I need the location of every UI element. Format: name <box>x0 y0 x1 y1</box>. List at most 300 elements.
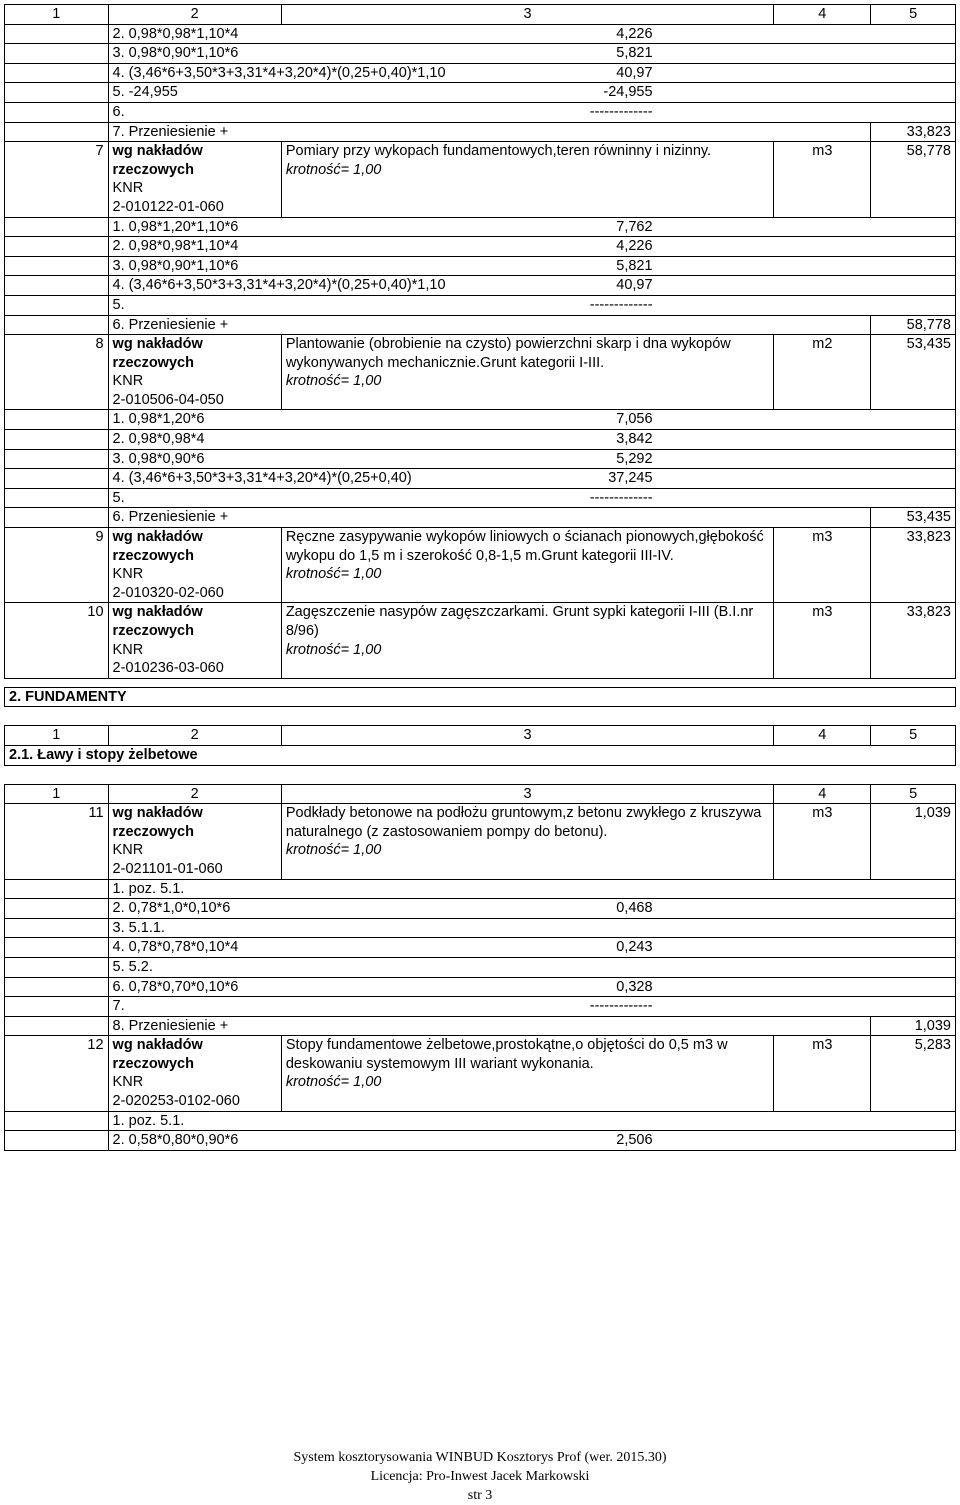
measurement-row <box>5 1131 956 1151</box>
measurement-expression: 0,78*1,0*0,10*6 <box>128 900 231 917</box>
position-description: Plantowanie (obrobienie na czysto) powierzchni skarp i dna wykopów wykonywanych mechanicznie.Grunt kategorii I-III. <box>285 336 731 371</box>
measurement-row <box>5 977 956 997</box>
measurement-expression: 0,98*0,98*4 <box>128 431 205 448</box>
measurement-expression: 5.2. <box>128 958 153 975</box>
measurement-value: 40,97 <box>616 64 653 81</box>
measurement-spacer <box>5 1131 109 1151</box>
footer-page-number: str 3 <box>467 1488 493 1503</box>
measurement-cell <box>108 63 955 83</box>
measurement-cell <box>108 899 955 919</box>
measurement-index: 8. <box>112 1017 125 1034</box>
basis-line: rzeczowych <box>112 354 194 371</box>
estimate-table-2 <box>4 784 956 1151</box>
measurement-value: 0,328 <box>616 978 653 995</box>
measurement-expression: 0,78*0,70*0,10*6 <box>128 978 239 995</box>
position-description-cell <box>281 1036 773 1111</box>
measurement-index: 5. <box>112 958 125 975</box>
measurement-row <box>5 430 956 450</box>
measurement-expression: poz. 5.1. <box>128 880 185 897</box>
measurement-spacer <box>5 938 109 958</box>
measurement-index: 3. <box>112 257 125 274</box>
position-row <box>5 804 956 879</box>
measurement-value: ------------- <box>589 296 653 313</box>
measurement-formula <box>113 469 523 488</box>
col-header-2: 2 <box>108 5 281 25</box>
measurement-value: 0,243 <box>616 939 653 956</box>
measurement-row <box>5 44 956 64</box>
col-header-5: 5 <box>871 726 956 746</box>
measurement-formula <box>113 103 523 122</box>
carry-over-row <box>5 122 956 142</box>
position-multiplier: krotność= 1,00 <box>285 373 382 390</box>
measurement-formula <box>113 978 523 997</box>
measurement-expression: 0,58*0,80*0,90*6 <box>128 1132 239 1149</box>
measurement-spacer <box>5 488 109 508</box>
measurement-line <box>113 489 653 508</box>
basis-line: rzeczowych <box>112 547 194 564</box>
col-header-4: 4 <box>774 784 871 804</box>
measurement-cell <box>108 217 955 237</box>
measurement-cell <box>108 879 955 899</box>
measurement-formula <box>113 218 523 237</box>
measurement-index: 2. <box>112 431 125 448</box>
measurement-row <box>5 879 956 899</box>
measurement-spacer <box>5 217 109 237</box>
measurement-line <box>113 978 653 997</box>
col-header-3: 3 <box>281 784 773 804</box>
estimate-body-2 <box>5 804 956 1151</box>
measurement-line <box>113 450 653 469</box>
column-header-row <box>5 784 956 804</box>
carry-over-label: Przeniesienie + <box>128 509 229 526</box>
position-unit: m3 <box>774 142 871 217</box>
measurement-line <box>113 276 653 295</box>
measurement-line <box>113 83 653 102</box>
measurement-index: 1. <box>112 1112 125 1129</box>
measurement-formula <box>113 430 523 449</box>
measurement-index: 1. <box>112 218 125 235</box>
measurement-row <box>5 449 956 469</box>
measurement-spacer <box>5 24 109 44</box>
measurement-spacer <box>5 44 109 64</box>
measurement-line <box>113 1131 653 1150</box>
basis-line: rzeczowych <box>112 1055 194 1072</box>
position-basis <box>108 528 281 603</box>
position-multiplier: krotność= 1,00 <box>285 161 382 178</box>
footer-software: System kosztorysowania WINBUD Kosztorys Prof (wer. 2015.30) <box>293 1450 667 1465</box>
col-header-2: 2 <box>108 784 281 804</box>
measurement-value: 4,226 <box>616 238 653 255</box>
carry-over-label: Przeniesienie + <box>128 123 229 140</box>
measurement-cell <box>108 469 955 489</box>
col-header-5: 5 <box>871 5 956 25</box>
measurement-cell <box>108 410 955 430</box>
measurement-index: 5. <box>112 84 125 101</box>
measurement-value: 0,468 <box>616 900 653 917</box>
measurement-index: 2. <box>112 900 125 917</box>
measurement-spacer <box>5 276 109 296</box>
measurement-formula <box>113 880 523 899</box>
position-quantity: 33,823 <box>871 528 956 603</box>
position-basis <box>108 1036 281 1111</box>
basis-line: wg nakładów <box>112 336 203 353</box>
col-header-1: 1 <box>5 5 109 25</box>
measurement-expression: 0,98*1,20*1,10*6 <box>128 218 239 235</box>
position-unit: m3 <box>774 1036 871 1111</box>
measurement-line <box>113 296 653 315</box>
measurement-value: 7,762 <box>616 218 653 235</box>
measurement-cell <box>108 295 955 315</box>
measurement-cell <box>108 1131 955 1151</box>
measurement-expression: (3,46*6+3,50*3+3,31*4+3,20*4)*(0,25+0,40)*1,10 <box>128 64 446 81</box>
measurement-cell <box>108 430 955 450</box>
measurement-index: 2. <box>112 25 125 42</box>
position-basis <box>108 603 281 678</box>
measurement-row <box>5 63 956 83</box>
measurement-value: 5,821 <box>616 45 653 62</box>
measurement-index: 6. <box>112 316 125 333</box>
measurement-line <box>113 997 653 1016</box>
position-row <box>5 1036 956 1111</box>
measurement-row <box>5 957 956 977</box>
measurement-value: ------------- <box>589 103 653 120</box>
measurement-formula <box>113 64 523 83</box>
measurement-index: 3. <box>112 450 125 467</box>
carry-over-total: 1,039 <box>871 1016 956 1036</box>
basis-line: 2-010122-01-060 <box>112 198 224 215</box>
section-fundamenty <box>4 687 956 708</box>
position-description: Podkłady betonowe na podłożu gruntowym,z betonu zwykłego z kruszywa naturalnego (z zastosowaniem pompy do betonu). <box>285 805 762 840</box>
basis-line: wg nakładów <box>112 529 203 546</box>
basis-line: 2-020253-0102-060 <box>112 1093 240 1110</box>
measurement-expression: 0,98*0,98*1,10*4 <box>128 238 239 255</box>
measurement-index: 5. <box>112 296 125 313</box>
col-header-3: 3 <box>281 5 773 25</box>
col-header-1: 1 <box>5 784 109 804</box>
position-number: 11 <box>5 804 109 879</box>
carry-over-label-cell <box>108 1016 871 1036</box>
measurement-expression: -24,955 <box>128 84 178 101</box>
measurement-formula <box>113 919 523 938</box>
measurement-formula <box>113 257 523 276</box>
measurement-row <box>5 899 956 919</box>
measurement-line <box>113 237 653 256</box>
carry-over-total: 33,823 <box>871 122 956 142</box>
measurement-row <box>5 256 956 276</box>
measurement-index: 7. <box>112 998 125 1015</box>
measurement-cell <box>108 237 955 257</box>
measurement-formula <box>113 410 523 429</box>
measurement-value: 40,97 <box>616 277 653 294</box>
position-unit: m3 <box>774 528 871 603</box>
measurement-cell <box>108 997 955 1017</box>
measurement-index: 3. <box>112 919 125 936</box>
basis-line: KNR <box>112 641 144 658</box>
measurement-cell <box>108 102 955 122</box>
position-unit: m3 <box>774 804 871 879</box>
measurement-formula <box>113 276 523 295</box>
measurement-value: 4,226 <box>616 25 653 42</box>
position-description-cell <box>281 528 773 603</box>
position-description: Pomiary przy wykopach fundamentowych,teren równinny i nizinny. <box>285 143 712 160</box>
position-multiplier: krotność= 1,00 <box>285 842 382 859</box>
position-description: Ręczne zasypywanie wykopów liniowych o ścianach pionowych,głębokość wykopu do 1,5 m i szerokość 0,8-1,5 m.Grunt kategorii III-IV. <box>285 529 764 564</box>
position-number: 12 <box>5 1036 109 1111</box>
basis-line: 2-010320-02-060 <box>112 584 224 601</box>
position-description: Stopy fundamentowe żelbetowe,prostokątne,o objętości do 0,5 m3 w deskowaniu systemowym III wariant wykonania. <box>285 1037 728 1072</box>
measurement-value: -24,955 <box>603 84 653 101</box>
measurement-spacer <box>5 469 109 489</box>
measurement-index: 5. <box>112 489 125 506</box>
measurement-line <box>113 218 653 237</box>
position-unit: m3 <box>774 603 871 678</box>
measurement-row <box>5 295 956 315</box>
measurement-line <box>113 938 653 957</box>
position-basis <box>108 804 281 879</box>
measurement-row <box>5 938 956 958</box>
measurement-spacer <box>5 63 109 83</box>
measurement-line <box>113 25 653 44</box>
carry-over-label: Przeniesienie + <box>128 316 229 333</box>
measurement-cell <box>108 977 955 997</box>
measurement-cell <box>108 276 955 296</box>
footer-license: Licencja: Pro-Inwest Jacek Markowski <box>370 1469 590 1484</box>
measurement-spacer <box>5 410 109 430</box>
measurement-cell <box>108 957 955 977</box>
measurement-formula <box>113 44 523 63</box>
measurement-line <box>113 44 653 63</box>
measurement-value: 7,056 <box>616 411 653 428</box>
measurement-expression: (3,46*6+3,50*3+3,31*4+3,20*4)*(0,25+0,40)*1,10 <box>128 277 446 294</box>
measurement-spacer <box>5 430 109 450</box>
carry-over-row <box>5 315 956 335</box>
col-header-4: 4 <box>774 726 871 746</box>
cost-estimate-sheet <box>4 4 956 1151</box>
measurement-spacer <box>5 315 109 335</box>
measurement-value: 37,245 <box>608 470 653 487</box>
measurement-index: 1. <box>112 880 125 897</box>
measurement-line <box>113 469 653 488</box>
position-description-cell <box>281 603 773 678</box>
position-number: 8 <box>5 335 109 410</box>
measurement-index: 1. <box>112 411 125 428</box>
col-header-2: 2 <box>108 726 281 746</box>
measurement-row <box>5 469 956 489</box>
basis-line: rzeczowych <box>112 623 194 639</box>
measurement-index: 4. <box>112 277 125 294</box>
measurement-line <box>113 410 653 429</box>
measurement-expression: 0,98*0,98*1,10*4 <box>128 25 239 42</box>
measurement-formula <box>113 938 523 957</box>
measurement-cell <box>108 44 955 64</box>
col-header-4: 4 <box>774 5 871 25</box>
measurement-formula <box>113 997 523 1016</box>
position-quantity: 53,435 <box>871 335 956 410</box>
measurement-cell <box>108 938 955 958</box>
estimate-table-1 <box>4 4 956 679</box>
measurement-cell <box>108 488 955 508</box>
measurement-spacer <box>5 997 109 1017</box>
measurement-spacer <box>5 256 109 276</box>
measurement-line <box>113 880 653 899</box>
col-header-1: 1 <box>5 726 109 746</box>
basis-line: KNR <box>112 1074 144 1091</box>
measurement-expression: 0,98*0,90*6 <box>128 450 205 467</box>
measurement-row <box>5 276 956 296</box>
measurement-value: ------------- <box>589 489 653 506</box>
measurement-spacer <box>5 977 109 997</box>
measurement-spacer <box>5 879 109 899</box>
measurement-index: 4. <box>112 470 125 487</box>
measurement-cell <box>108 256 955 276</box>
measurement-expression: 0,98*1,20*6 <box>128 411 205 428</box>
basis-line: 2-021101-01-060 <box>112 860 223 877</box>
measurement-index: 4. <box>112 64 125 81</box>
measurement-expression: poz. 5.1. <box>128 1112 185 1129</box>
position-description-cell <box>281 335 773 410</box>
measurement-spacer <box>5 1111 109 1131</box>
measurement-row <box>5 1111 956 1131</box>
measurement-spacer <box>5 899 109 919</box>
position-number: 9 <box>5 528 109 603</box>
basis-line: 2-010236-03-060 <box>112 660 224 677</box>
basis-line: wg nakładów <box>112 805 203 822</box>
measurement-line <box>113 103 653 122</box>
measurement-row <box>5 410 956 430</box>
carry-over-total: 58,778 <box>871 315 956 335</box>
measurement-line <box>113 958 653 977</box>
measurement-spacer <box>5 918 109 938</box>
measurement-spacer <box>5 508 109 528</box>
measurement-value <box>523 919 653 938</box>
carry-over-label-cell <box>108 315 871 335</box>
measurement-spacer <box>5 449 109 469</box>
position-row <box>5 142 956 217</box>
header-table-2 <box>4 725 956 765</box>
measurement-line <box>113 1112 653 1131</box>
position-basis <box>108 142 281 217</box>
position-multiplier: krotność= 1,00 <box>285 1074 382 1091</box>
measurement-formula <box>113 958 523 977</box>
measurement-spacer <box>5 102 109 122</box>
measurement-cell <box>108 83 955 103</box>
measurement-spacer <box>5 122 109 142</box>
basis-line: KNR <box>112 373 144 390</box>
measurement-formula <box>113 296 523 315</box>
position-description-cell <box>281 804 773 879</box>
carry-over-row <box>5 1016 956 1036</box>
measurement-formula <box>113 1131 523 1150</box>
measurement-spacer <box>5 1016 109 1036</box>
basis-line: rzeczowych <box>112 161 194 178</box>
position-row <box>5 335 956 410</box>
position-description-cell <box>281 142 773 217</box>
measurement-index: 6. <box>112 509 125 526</box>
measurement-spacer <box>5 83 109 103</box>
basis-line: KNR <box>112 566 144 583</box>
carry-over-label-cell <box>108 122 871 142</box>
measurement-value: ------------- <box>589 998 653 1015</box>
measurement-formula <box>113 450 523 469</box>
col-header-5: 5 <box>871 784 956 804</box>
measurement-row <box>5 24 956 44</box>
col-header-3: 3 <box>281 726 773 746</box>
section-title: 2. FUNDAMENTY <box>5 687 956 707</box>
measurement-row <box>5 102 956 122</box>
measurement-formula <box>113 489 523 508</box>
measurement-spacer <box>5 957 109 977</box>
measurement-formula <box>113 1112 523 1131</box>
measurement-index: 4. <box>112 939 125 956</box>
position-description: Zagęszczenie nasypów zagęszczarkami. Grunt sypki kategorii I-III (B.I.nr 8/96) <box>285 604 754 639</box>
measurement-expression: 0,78*0,78*0,10*4 <box>128 939 239 956</box>
basis-line: wg nakładów <box>112 143 203 160</box>
measurement-row <box>5 918 956 938</box>
basis-line: rzeczowych <box>112 823 194 840</box>
basis-line: 2-010506-04-050 <box>112 391 224 408</box>
measurement-cell <box>108 24 955 44</box>
measurement-index: 3. <box>112 45 125 62</box>
measurement-row <box>5 488 956 508</box>
measurement-index: 7. <box>112 123 125 140</box>
measurement-value: 3,842 <box>616 431 653 448</box>
position-quantity: 58,778 <box>871 142 956 217</box>
measurement-spacer <box>5 295 109 315</box>
position-unit: m2 <box>774 335 871 410</box>
measurement-line <box>113 919 653 938</box>
measurement-value: 2,506 <box>616 1132 653 1149</box>
position-multiplier: krotność= 1,00 <box>285 641 382 658</box>
position-row <box>5 603 956 678</box>
section-heading-row <box>5 687 956 707</box>
measurement-row <box>5 237 956 257</box>
basis-line: KNR <box>112 842 144 859</box>
carry-over-label: Przeniesienie + <box>128 1017 229 1034</box>
measurement-index: 6. <box>112 978 125 995</box>
position-number: 10 <box>5 603 109 678</box>
measurement-spacer <box>5 237 109 257</box>
estimate-body-1 <box>5 24 956 678</box>
measurement-cell <box>108 918 955 938</box>
basis-line: wg nakładów <box>112 1037 203 1054</box>
measurement-index: 6. <box>112 103 125 120</box>
position-multiplier: krotność= 1,00 <box>285 566 382 583</box>
measurement-index: 2. <box>112 238 125 255</box>
measurement-line <box>113 64 653 83</box>
carry-over-total: 53,435 <box>871 508 956 528</box>
measurement-expression: (3,46*6+3,50*3+3,31*4+3,20*4)*(0,25+0,40) <box>128 470 412 487</box>
carry-over-row <box>5 508 956 528</box>
basis-line: wg nakładów <box>112 604 203 621</box>
subsection-title: 2.1. Ławy i stopy żelbetowe <box>5 745 956 765</box>
position-row <box>5 528 956 603</box>
column-header-row <box>5 5 956 25</box>
measurement-index: 2. <box>112 1132 125 1149</box>
measurement-row <box>5 997 956 1017</box>
measurement-value: 5,292 <box>616 450 653 467</box>
measurement-row <box>5 83 956 103</box>
measurement-value: 5,821 <box>616 257 653 274</box>
measurement-line <box>113 257 653 276</box>
measurement-formula <box>113 25 523 44</box>
position-quantity: 33,823 <box>871 603 956 678</box>
measurement-formula <box>113 237 523 256</box>
column-header-row <box>5 726 956 746</box>
position-number: 7 <box>5 142 109 217</box>
measurement-formula <box>113 83 523 102</box>
measurement-formula <box>113 899 523 918</box>
measurement-row <box>5 217 956 237</box>
